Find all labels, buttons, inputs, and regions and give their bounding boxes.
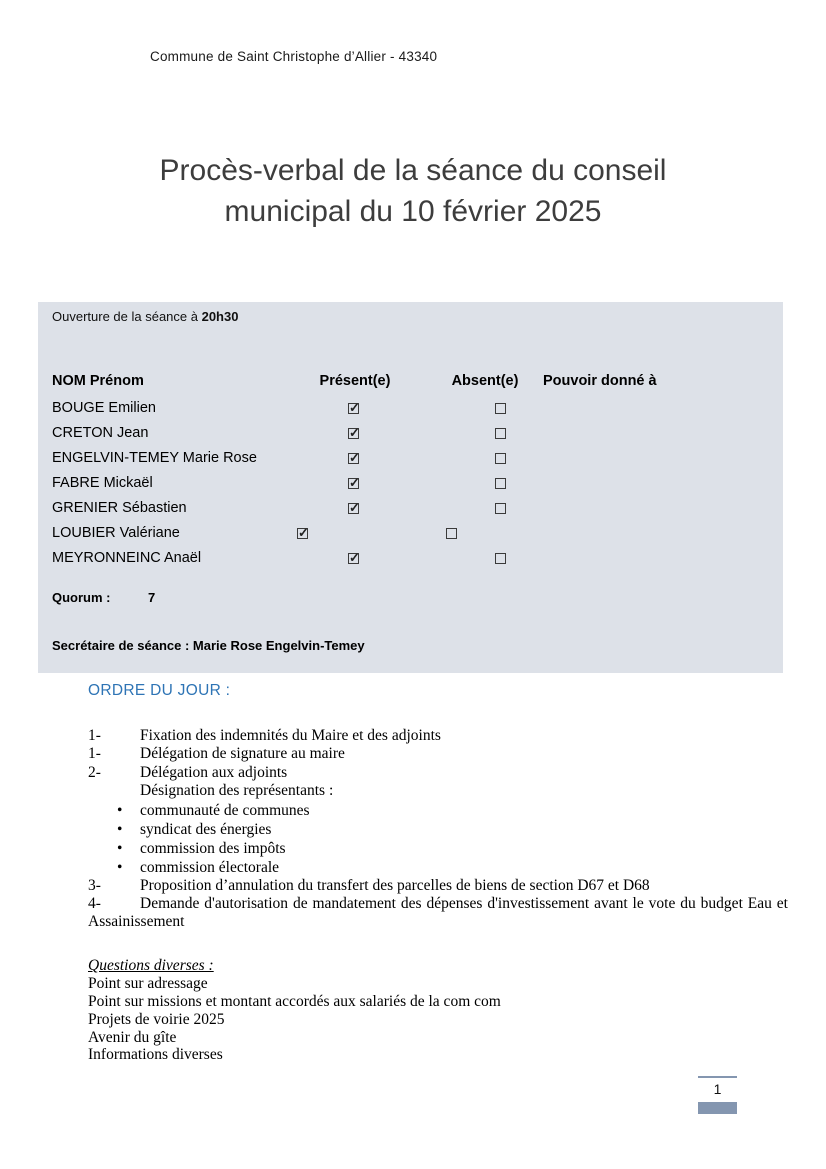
present-checkbox[interactable] [348,478,359,489]
agenda-item-text: Délégation aux adjoints [140,763,288,781]
page-number: 1 [713,1081,722,1097]
table-row [38,472,783,497]
agenda-item-text: Fixation des indemnités du Maire et des adjoints [140,727,441,744]
agenda-bullet-item: • communauté de communes [88,801,788,820]
agenda-item [88,782,788,800]
absent-checkbox[interactable] [495,428,506,439]
agenda-item-text: Demande d'autorisation de mandatement des dépenses d'investissement avant le vote du budget Eau et Assainissement [88,895,788,931]
agenda-item-number: 2- [88,763,101,781]
member-name: LOUBIER Valériane [52,525,180,541]
agenda-numbered-list-1 [88,727,788,801]
page-title [0,150,826,232]
table-row [38,447,783,472]
attendance-table-body [38,397,783,572]
present-checkbox[interactable] [348,553,359,564]
present-checkbox[interactable] [348,403,359,414]
agenda-item [88,877,788,895]
agenda-item-text: Proposition d’annulation du transfert des parcelles de biens de section D67 et D68 [140,876,650,894]
agenda-item-number: 4- [88,895,101,913]
agenda-item-text: Délégation de signature au maire [140,745,345,763]
member-name: GRENIER Sébastien [52,500,187,516]
opening-label: Ouverture de la séance à [52,309,202,324]
questions-heading: Questions diverses : [88,956,214,974]
document-header: Commune de Saint Christophe d’Allier - 43340 [150,49,438,64]
footer-accent-bar [698,1102,737,1114]
agenda-item-number: 3- [88,876,101,894]
member-name: ENGELVIN-TEMEY Marie Rose [52,450,257,466]
absent-checkbox[interactable] [495,553,506,564]
header-present: Présent(e) [319,373,391,389]
member-name: MEYRONNEINC Anaël [52,550,202,566]
agenda-heading: ORDRE DU JOUR : [88,682,231,699]
questions-item: Projets de voirie 2025 [88,1010,225,1028]
absent-checkbox[interactable] [446,528,457,539]
header-absent: Absent(e) [451,373,519,389]
attendance-table-header [38,373,783,393]
opening-time: 20h30 [201,309,239,324]
agenda-bullet-item: • commission électorale [88,858,788,877]
present-checkbox[interactable] [348,503,359,514]
agenda-bullet-item: • syndicat des énergies [88,820,788,839]
agenda-bullet-list [88,801,788,877]
table-row [38,547,783,572]
table-row [38,422,783,447]
quorum-label: Quorum : [52,590,111,605]
agenda-item-number: 1- [88,745,101,763]
agenda-bullet-item: • commission des impôts [88,839,788,858]
page-title-line1: Procès-verbal de la séance du conseil [159,154,667,187]
absent-checkbox[interactable] [495,478,506,489]
quorum [52,590,156,605]
session-opening [52,309,238,324]
agenda-numbered-list-2 [88,877,788,932]
agenda-item [88,764,788,782]
agenda-item [88,895,788,932]
present-checkbox[interactable] [297,528,308,539]
absent-checkbox[interactable] [495,403,506,414]
questions-list [88,975,788,1064]
secretary-line: Secrétaire de séance : Marie Rose Engelvin-Temey [52,638,365,653]
table-row [38,497,783,522]
agenda-body [88,727,788,1064]
questions-item: Informations diverses [88,1046,223,1064]
absent-checkbox[interactable] [495,503,506,514]
member-name: CRETON Jean [52,425,149,441]
header-pouvoir-donne-a: Pouvoir donné à [543,373,657,389]
page-title-line2: municipal du 10 février 2025 [224,195,602,228]
questions-item: Point sur adressage [88,975,208,993]
member-name: FABRE Mickaël [52,475,153,491]
session-panel [38,302,783,673]
agenda-item-number: 1- [88,727,101,744]
table-row [38,397,783,422]
quorum-value: 7 [148,590,156,605]
absent-checkbox[interactable] [495,453,506,464]
present-checkbox[interactable] [348,453,359,464]
header-nom-prenom: NOM Prénom [52,373,144,389]
questions-item: Point sur missions et montant accordés aux salariés de la com com [88,993,501,1011]
questions-item: Avenir du gîte [88,1028,177,1046]
agenda-item-text: Désignation des représentants : [140,782,334,800]
member-name: BOUGE Emilien [52,400,156,416]
agenda-item [88,745,788,763]
table-row [38,522,783,547]
footer-divider-line [698,1076,737,1078]
present-checkbox[interactable] [348,428,359,439]
agenda-item [88,727,788,745]
